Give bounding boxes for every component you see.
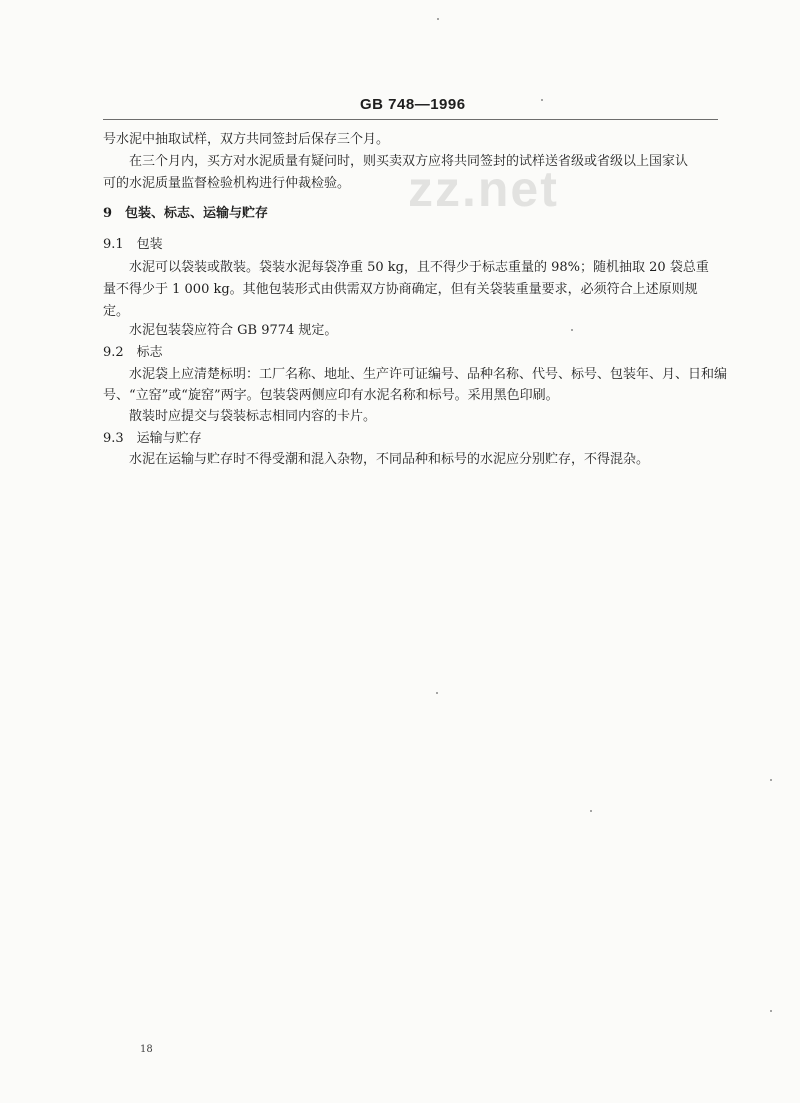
scan-speck <box>770 779 772 781</box>
paragraph-line: 定。 <box>103 304 130 319</box>
subsection-heading-9-2: 9.2 标志 <box>103 345 163 360</box>
paragraph-line: 量不得少于 1 000 kg。其他包装形式由供需双方协商确定，但有关袋装重量要求，必须符合上述原则规 <box>103 282 698 297</box>
section-heading-9: 9 包装、标志、运输与贮存 <box>103 206 269 221</box>
header-rule <box>103 119 718 120</box>
subsection-heading-9-3: 9.3 运输与贮存 <box>103 431 202 446</box>
watermark: zz.net <box>408 161 559 217</box>
scan-speck <box>571 329 573 331</box>
paragraph-line: 号水泥中抽取试样，双方共同签封后保存三个月。 <box>103 132 390 147</box>
paragraph-line: 水泥袋上应清楚标明：工厂名称、地址、生产许可证编号、品种名称、代号、标号、包装年、月、日和编 <box>129 367 728 382</box>
paragraph-line: 水泥可以袋装或散装。袋装水泥每袋净重 50 kg，且不得少于标志重量的 98%；随机抽取 20 袋总重 <box>129 260 709 275</box>
standard-code-header: GB 748—1996 <box>360 96 466 113</box>
paragraph-line: 散装时应提交与袋装标志相同内容的卡片。 <box>129 409 377 424</box>
scan-speck <box>436 692 438 694</box>
scan-speck <box>770 1010 772 1012</box>
scan-speck <box>541 99 543 101</box>
paragraph-line: 号、“立窑”或“旋窑”两字。包装袋两侧应印有水泥名称和标号。采用黑色印刷。 <box>103 388 559 403</box>
scan-speck <box>437 18 439 20</box>
paragraph-line: 水泥包装袋应符合 GB 9774 规定。 <box>129 323 338 338</box>
paragraph-line: 在三个月内，买方对水泥质量有疑问时，则买卖双方应将共同签封的试样送省级或省级以上国家认 <box>129 154 689 169</box>
paragraph-line: 可的水泥质量监督检验机构进行仲裁检验。 <box>103 176 351 191</box>
page-number: 18 <box>140 1044 153 1055</box>
scan-speck <box>590 810 592 812</box>
subsection-heading-9-1: 9.1 包装 <box>103 237 163 252</box>
paragraph-line: 水泥在运输与贮存时不得受潮和混入杂物，不同品种和标号的水泥应分别贮存，不得混杂。 <box>129 452 650 467</box>
